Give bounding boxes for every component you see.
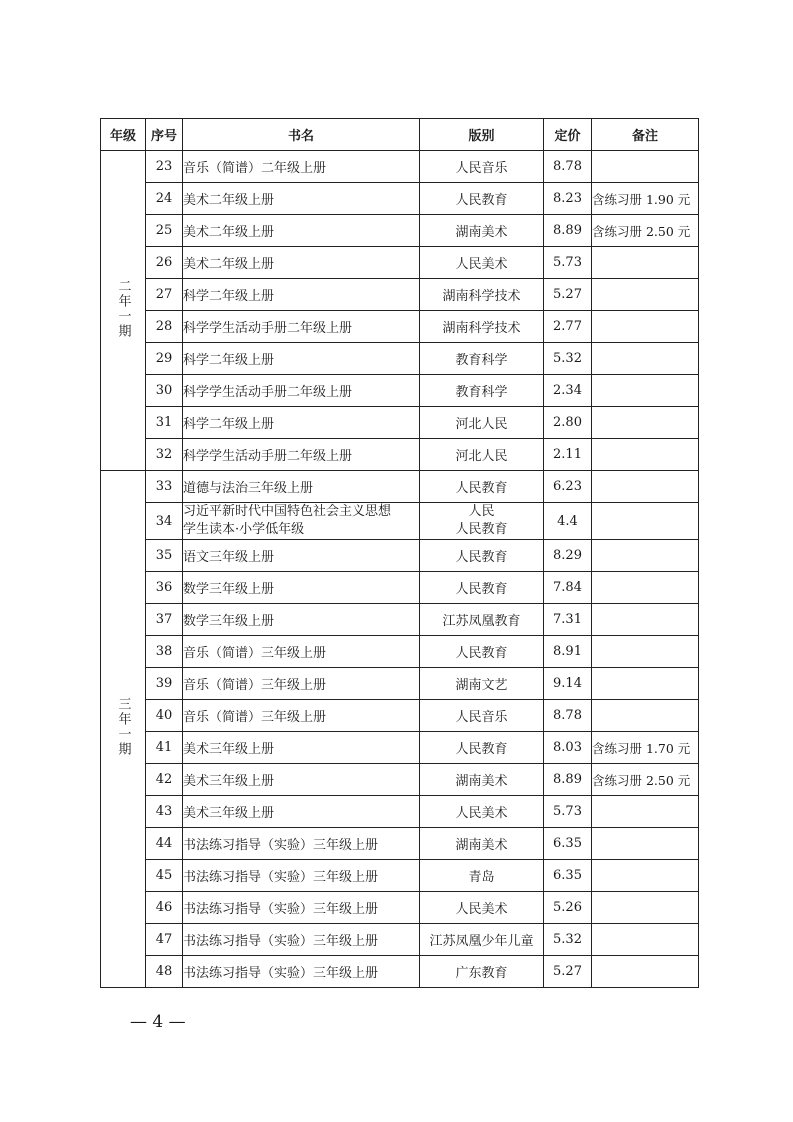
price: 5.73 [544, 796, 592, 828]
table-row [101, 215, 699, 247]
header-publisher: 版别 [420, 119, 544, 151]
price: 7.31 [544, 604, 592, 636]
publisher: 人民美术 [420, 796, 544, 828]
row-number: 33 [146, 471, 183, 503]
header-no: 序号 [146, 119, 183, 151]
publisher-line-1: 人民 [468, 504, 495, 519]
price: 6.23 [544, 471, 592, 503]
publisher: 人民教育 [420, 636, 544, 668]
book-title: 书法练习指导（实验）三年级上册 [183, 860, 420, 892]
page-number: — 4 — [130, 1012, 186, 1032]
price: 2.77 [544, 311, 592, 343]
row-number: 30 [146, 375, 183, 407]
header-grade: 年级 [101, 119, 146, 151]
publisher: 河北人民 [420, 439, 544, 471]
table-row [101, 892, 699, 924]
book-title: 数学三年级上册 [183, 572, 420, 604]
book-title: 美术三年级上册 [183, 764, 420, 796]
book-title: 音乐（简谱）二年级上册 [183, 151, 420, 183]
price: 2.80 [544, 407, 592, 439]
note [592, 636, 699, 668]
row-number: 28 [146, 311, 183, 343]
row-number: 36 [146, 572, 183, 604]
publisher [420, 503, 544, 540]
book-title: 书法练习指导（实验）三年级上册 [183, 956, 420, 988]
book-title: 书法练习指导（实验）三年级上册 [183, 924, 420, 956]
price: 8.89 [544, 764, 592, 796]
term-label: 二年一期 [115, 278, 131, 339]
price: 4.4 [544, 503, 592, 540]
publisher: 河北人民 [420, 407, 544, 439]
note: 含练习册 1.90 元 [592, 183, 699, 215]
note: 含练习册 2.50 元 [592, 764, 699, 796]
term-cell [101, 151, 146, 471]
publisher: 人民音乐 [420, 151, 544, 183]
note [592, 247, 699, 279]
row-number: 31 [146, 407, 183, 439]
note [592, 151, 699, 183]
book-title: 书法练习指导（实验）三年级上册 [183, 892, 420, 924]
header-price: 定价 [544, 119, 592, 151]
table-row [101, 956, 699, 988]
table-row [101, 572, 699, 604]
table-row [101, 343, 699, 375]
price: 2.11 [544, 439, 592, 471]
row-number: 47 [146, 924, 183, 956]
price: 8.29 [544, 540, 592, 572]
table-row [101, 764, 699, 796]
book-title: 音乐（简谱）三年级上册 [183, 700, 420, 732]
note [592, 572, 699, 604]
table-row [101, 860, 699, 892]
note [592, 668, 699, 700]
table-row [101, 796, 699, 828]
book-title: 音乐（简谱）三年级上册 [183, 668, 420, 700]
publisher: 人民教育 [420, 732, 544, 764]
table-row [101, 311, 699, 343]
textbook-price-table [100, 118, 699, 988]
book-title: 美术二年级上册 [183, 215, 420, 247]
table-row [101, 540, 699, 572]
price: 2.34 [544, 375, 592, 407]
publisher: 人民美术 [420, 247, 544, 279]
price: 5.32 [544, 924, 592, 956]
row-number: 46 [146, 892, 183, 924]
price: 5.27 [544, 956, 592, 988]
note [592, 471, 699, 503]
publisher-line-2: 人民教育 [455, 522, 508, 537]
book-title-line-1: 习近平新时代中国特色社会主义思想 [183, 504, 392, 519]
price: 8.78 [544, 700, 592, 732]
term-cell [101, 471, 146, 988]
table-row [101, 407, 699, 439]
publisher: 人民教育 [420, 572, 544, 604]
row-number: 45 [146, 860, 183, 892]
publisher: 湖南文艺 [420, 668, 544, 700]
row-number: 23 [146, 151, 183, 183]
table-row [101, 247, 699, 279]
header-title: 书名 [183, 119, 420, 151]
book-title: 道德与法治三年级上册 [183, 471, 420, 503]
book-title: 美术二年级上册 [183, 247, 420, 279]
price: 6.35 [544, 860, 592, 892]
price: 5.73 [544, 247, 592, 279]
row-number: 44 [146, 828, 183, 860]
note [592, 956, 699, 988]
publisher: 教育科学 [420, 343, 544, 375]
publisher: 人民美术 [420, 892, 544, 924]
price: 5.27 [544, 279, 592, 311]
row-number: 40 [146, 700, 183, 732]
book-title: 书法练习指导（实验）三年级上册 [183, 828, 420, 860]
publisher: 湖南美术 [420, 764, 544, 796]
table-header-row [101, 119, 699, 151]
note [592, 892, 699, 924]
price: 8.23 [544, 183, 592, 215]
price: 7.84 [544, 572, 592, 604]
publisher: 人民教育 [420, 540, 544, 572]
note: 含练习册 2.50 元 [592, 215, 699, 247]
note [592, 828, 699, 860]
table-row [101, 732, 699, 764]
publisher: 青岛 [420, 860, 544, 892]
table-row [101, 604, 699, 636]
book-title: 美术三年级上册 [183, 732, 420, 764]
price: 8.78 [544, 151, 592, 183]
note [592, 439, 699, 471]
book-title: 科学学生活动手册二年级上册 [183, 439, 420, 471]
row-number: 38 [146, 636, 183, 668]
row-number: 35 [146, 540, 183, 572]
note [592, 700, 699, 732]
book-title: 数学三年级上册 [183, 604, 420, 636]
row-number: 43 [146, 796, 183, 828]
book-title: 科学二年级上册 [183, 343, 420, 375]
price: 8.91 [544, 636, 592, 668]
publisher: 教育科学 [420, 375, 544, 407]
row-number: 27 [146, 279, 183, 311]
publisher: 广东教育 [420, 956, 544, 988]
note [592, 343, 699, 375]
book-title: 语文三年级上册 [183, 540, 420, 572]
price: 5.26 [544, 892, 592, 924]
table-row [101, 471, 699, 503]
book-title: 音乐（简谱）三年级上册 [183, 636, 420, 668]
book-title: 科学学生活动手册二年级上册 [183, 375, 420, 407]
table-row [101, 700, 699, 732]
price: 5.32 [544, 343, 592, 375]
note [592, 796, 699, 828]
row-number: 24 [146, 183, 183, 215]
publisher: 江苏凤凰少年儿童 [420, 924, 544, 956]
book-title: 美术二年级上册 [183, 183, 420, 215]
book-title [183, 503, 420, 540]
row-number: 42 [146, 764, 183, 796]
table-row [101, 183, 699, 215]
book-title: 科学学生活动手册二年级上册 [183, 311, 420, 343]
row-number: 41 [146, 732, 183, 764]
row-number: 25 [146, 215, 183, 247]
publisher: 湖南科学技术 [420, 279, 544, 311]
publisher: 人民音乐 [420, 700, 544, 732]
book-title: 科学二年级上册 [183, 407, 420, 439]
note [592, 279, 699, 311]
table-row [101, 636, 699, 668]
table-row [101, 503, 699, 540]
publisher: 湖南科学技术 [420, 311, 544, 343]
price: 8.89 [544, 215, 592, 247]
book-title: 美术三年级上册 [183, 796, 420, 828]
header-note: 备注 [592, 119, 699, 151]
book-title: 科学二年级上册 [183, 279, 420, 311]
table-row [101, 828, 699, 860]
note: 含练习册 1.70 元 [592, 732, 699, 764]
note [592, 311, 699, 343]
publisher: 人民教育 [420, 471, 544, 503]
table-row [101, 439, 699, 471]
table-row [101, 375, 699, 407]
note [592, 407, 699, 439]
note [592, 375, 699, 407]
publisher: 人民教育 [420, 183, 544, 215]
publisher: 湖南美术 [420, 828, 544, 860]
row-number: 29 [146, 343, 183, 375]
table-body [101, 151, 699, 988]
table-row [101, 151, 699, 183]
row-number: 32 [146, 439, 183, 471]
row-number: 37 [146, 604, 183, 636]
note [592, 604, 699, 636]
book-title-line-2: 学生读本·小学低年级 [183, 522, 305, 537]
note [592, 924, 699, 956]
note [592, 860, 699, 892]
row-number: 26 [146, 247, 183, 279]
note [592, 540, 699, 572]
price: 9.14 [544, 668, 592, 700]
term-label: 三年一期 [115, 697, 131, 757]
row-number: 48 [146, 956, 183, 988]
publisher: 江苏凤凰教育 [420, 604, 544, 636]
note [592, 503, 699, 540]
row-number: 34 [146, 503, 183, 540]
table-row [101, 668, 699, 700]
row-number: 39 [146, 668, 183, 700]
publisher: 湖南美术 [420, 215, 544, 247]
price: 6.35 [544, 828, 592, 860]
table-row [101, 279, 699, 311]
table-row [101, 924, 699, 956]
price: 8.03 [544, 732, 592, 764]
